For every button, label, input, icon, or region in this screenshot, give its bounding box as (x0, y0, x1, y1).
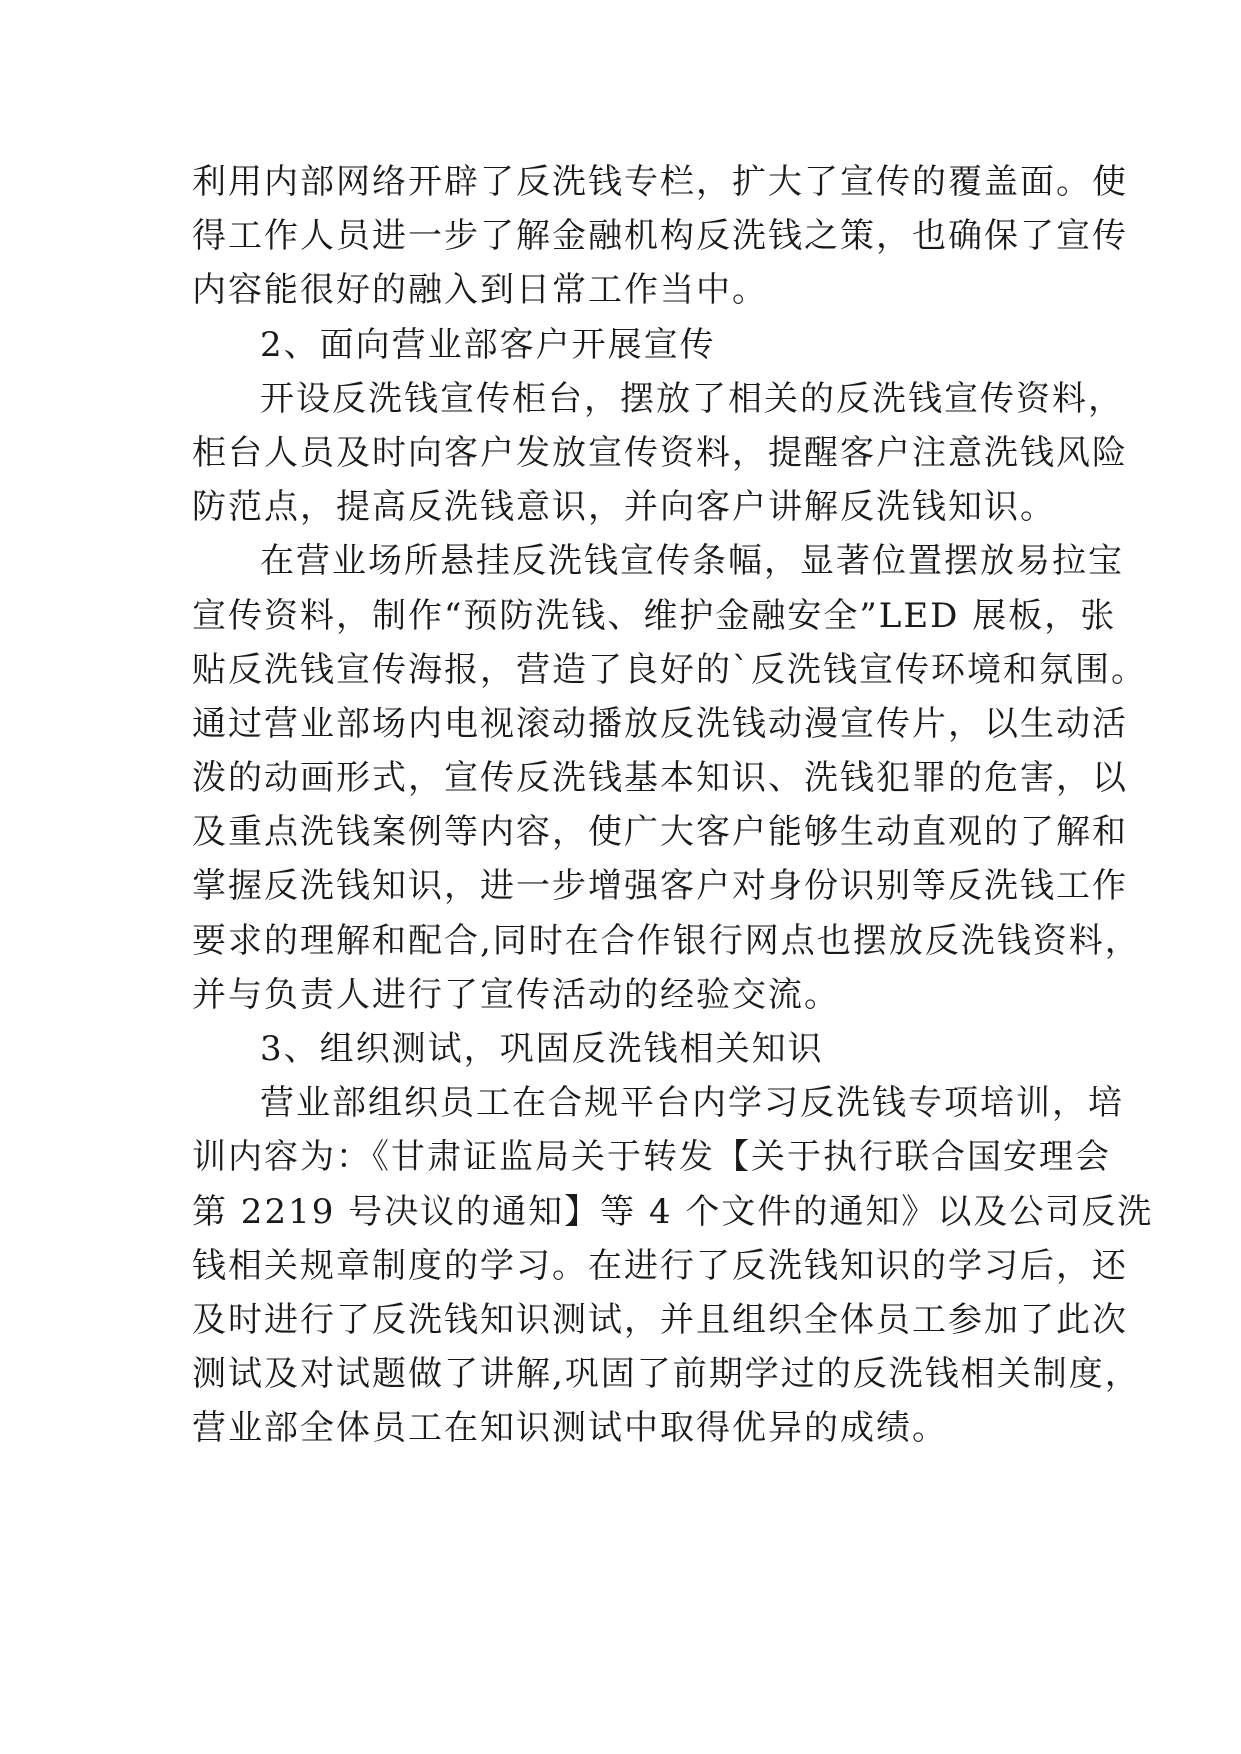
text-line: 并与负责人进行了宣传活动的经验交流。 (192, 974, 840, 1015)
text-line: 营业部组织员工在合规平台内学习反洗钱专项培训，培 (260, 1083, 1124, 1124)
text-line: 测试及对试题做了讲解,巩固了前期学过的反洗钱相关制度， (192, 1354, 1141, 1395)
text-line: 掌握反洗钱知识，进一步增强客户对身份识别等反洗钱工作 (192, 866, 1128, 907)
text-line: 防范点，提高反洗钱意识，并向客户讲解反洗钱知识。 (192, 487, 1056, 528)
text-line: 得工作人员进一步了解金融机构反洗钱之策，也确保了宣传 (192, 216, 1128, 257)
text-line: 宣传资料，制作“预防洗钱、维护金融安全”LED 展板，张 (192, 595, 1117, 636)
text-line: 训内容为：《甘肃证监局关于转发【关于执行联合国安理会 (192, 1137, 1111, 1178)
text-line: 在营业场所悬挂反洗钱宣传条幅，显著位置摆放易拉宝 (260, 541, 1124, 582)
text-line: 柜台人员及时向客户发放宣传资料，提醒客户注意洗钱风险 (192, 432, 1128, 473)
text-line: 要求的理解和配合,同时在合作银行网点也摆放反洗钱资料， (192, 920, 1141, 961)
section-heading: 3、组织测试，巩固反洗钱相关知识 (260, 1029, 824, 1069)
text-line: 及时进行了反洗钱知识测试，并且组织全体员工参加了此次 (192, 1299, 1128, 1340)
text-line: 钱相关规章制度的学习。在进行了反洗钱知识的学习后，还 (192, 1245, 1128, 1286)
text-line: 利用内部网络开辟了反洗钱专栏，扩大了宣传的覆盖面。使 (192, 162, 1128, 202)
document-body (192, 155, 1154, 1456)
text-line: 贴反洗钱宣传海报，营造了良好的`反洗钱宣传环境和氛围。 (192, 649, 1147, 690)
text-line: 内容能很好的融入到日常工作当中。 (192, 270, 768, 311)
text-line: 第 2219 号决议的通知】等 4 个文件的通知》以及公司反洗 (192, 1191, 1154, 1232)
text-line: 及重点洗钱案例等内容，使广大客户能够生动直观的了解和 (192, 812, 1128, 853)
text-line: 营业部全体员工在知识测试中取得优异的成绩。 (192, 1408, 948, 1449)
text-line: 通过营业部场内电视滚动播放反洗钱动漫宣传片，以生动活 (192, 703, 1128, 744)
text-line: 开设反洗钱宣传柜台，摆放了相关的反洗钱宣传资料， (260, 378, 1124, 419)
text-line: 泼的动画形式，宣传反洗钱基本知识、洗钱犯罪的危害，以 (192, 758, 1128, 799)
section-heading: 2、面向营业部客户开展宣传 (260, 324, 716, 365)
